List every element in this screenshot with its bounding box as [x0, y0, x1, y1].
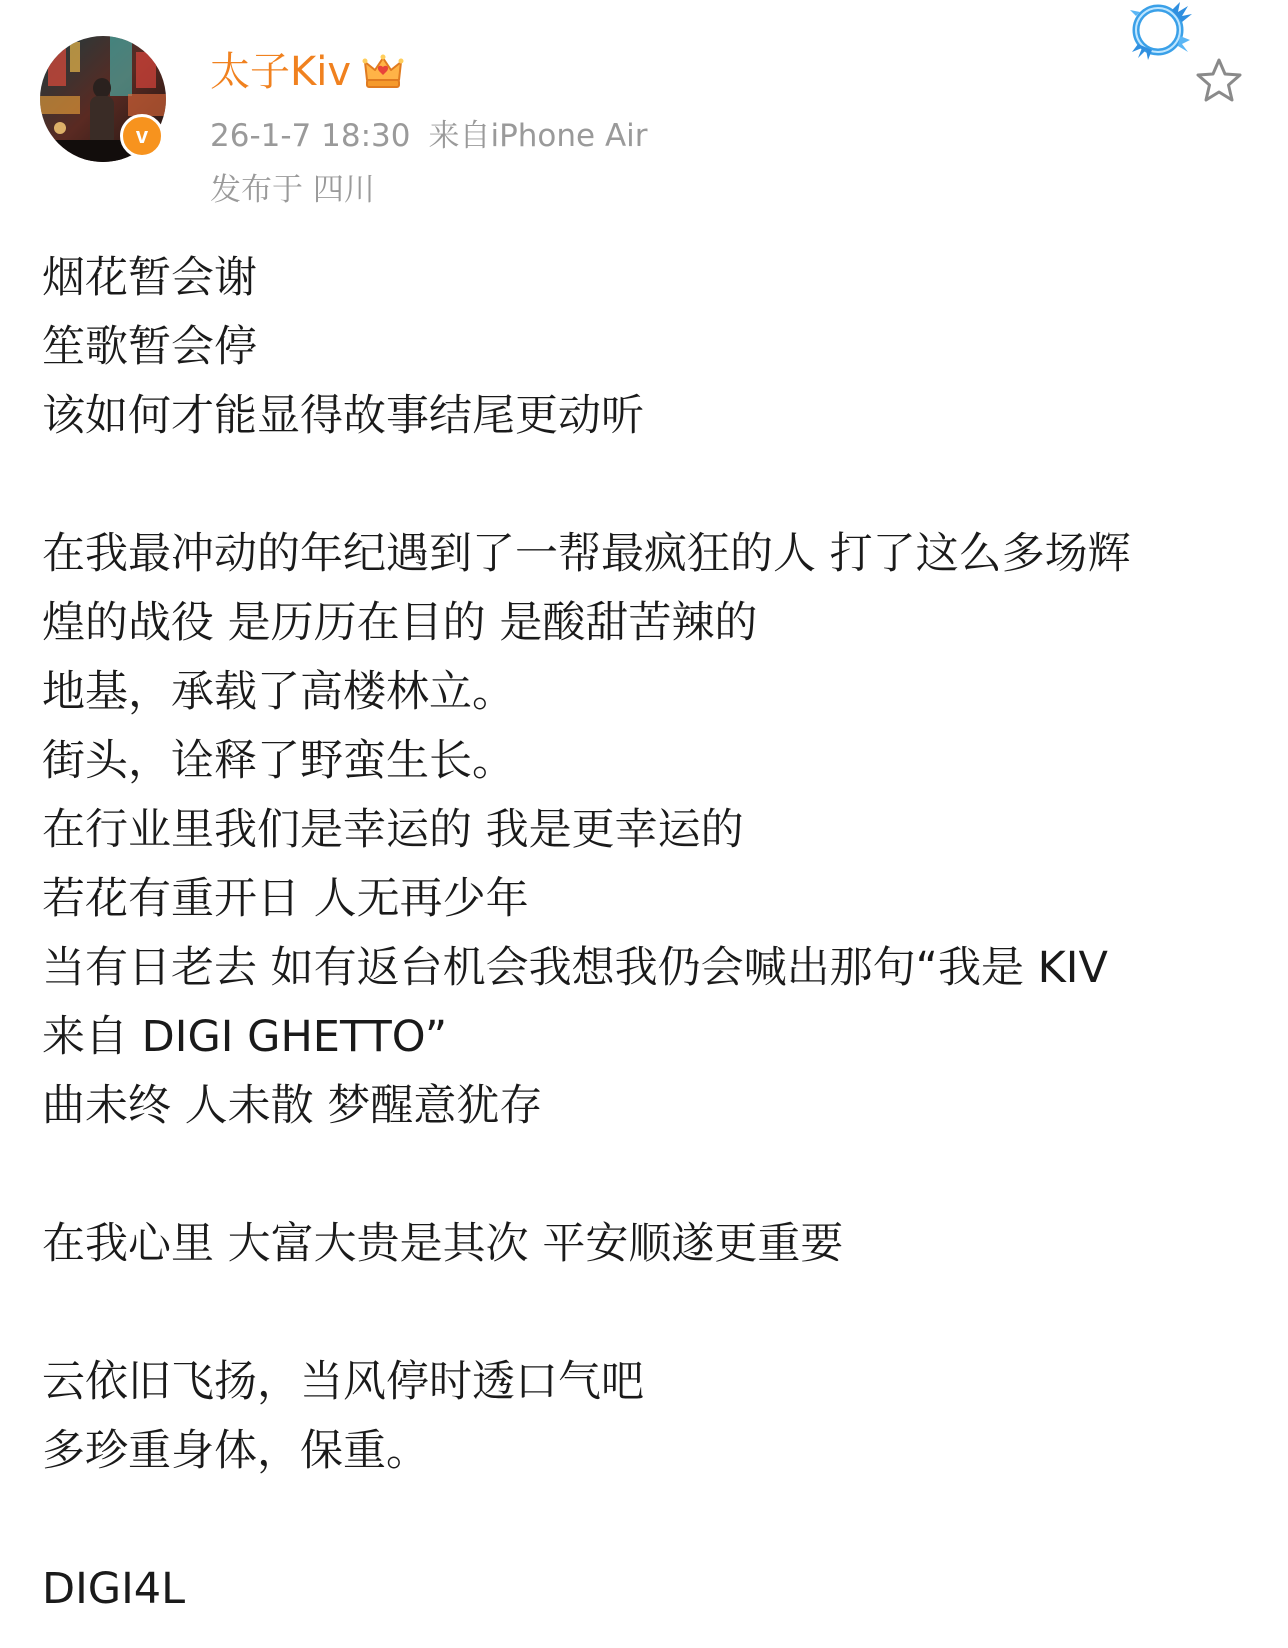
text-line: 在我最冲动的年纪遇到了一帮最疯狂的人 打了这么多场辉 [42, 529, 1131, 579]
paragraph-gap [42, 1279, 1252, 1348]
crown-icon [361, 50, 405, 94]
text-line: 笙歌暂会停 [42, 322, 257, 372]
avatar[interactable] [40, 36, 166, 162]
text-line: 该如何才能显得故事结尾更动听 [42, 391, 644, 441]
post-meta [210, 116, 648, 156]
paragraph-gap [42, 451, 1252, 520]
text-line: 当有日老去 如有返台机会我想我仍会喊出那句“我是 KIV [42, 943, 1108, 993]
post-content [42, 244, 1252, 1624]
text-line: 在行业里我们是幸运的 我是更幸运的 [42, 805, 744, 855]
text-line: 多珍重身体，保重。 [42, 1426, 429, 1476]
fire-ring-icon [1128, 0, 1206, 64]
text-line: 煌的战役 是历历在目的 是酸甜苦辣的 [42, 598, 758, 648]
text-line: 在我心里 大富大贵是其次 平安顺遂更重要 [42, 1219, 844, 1269]
paragraph-gap [42, 1486, 1252, 1555]
text-line: 街头，诠释了野蛮生长。 [42, 736, 515, 786]
text-line: 曲未终 人未散 梦醒意犹存 [42, 1081, 543, 1131]
text-line: 地基，承载了高楼林立。 [42, 667, 515, 717]
author-row [210, 44, 405, 100]
text-line: 来自 DIGI GHETTO” [42, 1012, 448, 1062]
paragraph-gap [42, 1141, 1252, 1210]
text-line: 若花有重开日 人无再少年 [42, 874, 529, 924]
star-icon[interactable] [1194, 56, 1244, 106]
post-time: 26-1-7 18:30 [210, 118, 411, 154]
author-name[interactable]: 太子Kiv [210, 49, 352, 95]
text-line: 烟花暂会谢 [42, 253, 257, 303]
text-line: DIGI4L [42, 1564, 186, 1614]
verified-icon: v [120, 114, 164, 158]
text-line: 云依旧飞扬，当风停时透口气吧 [42, 1357, 644, 1407]
post-location: 发布于 四川 [210, 172, 375, 208]
post-source[interactable]: 来自iPhone Air [428, 118, 648, 154]
